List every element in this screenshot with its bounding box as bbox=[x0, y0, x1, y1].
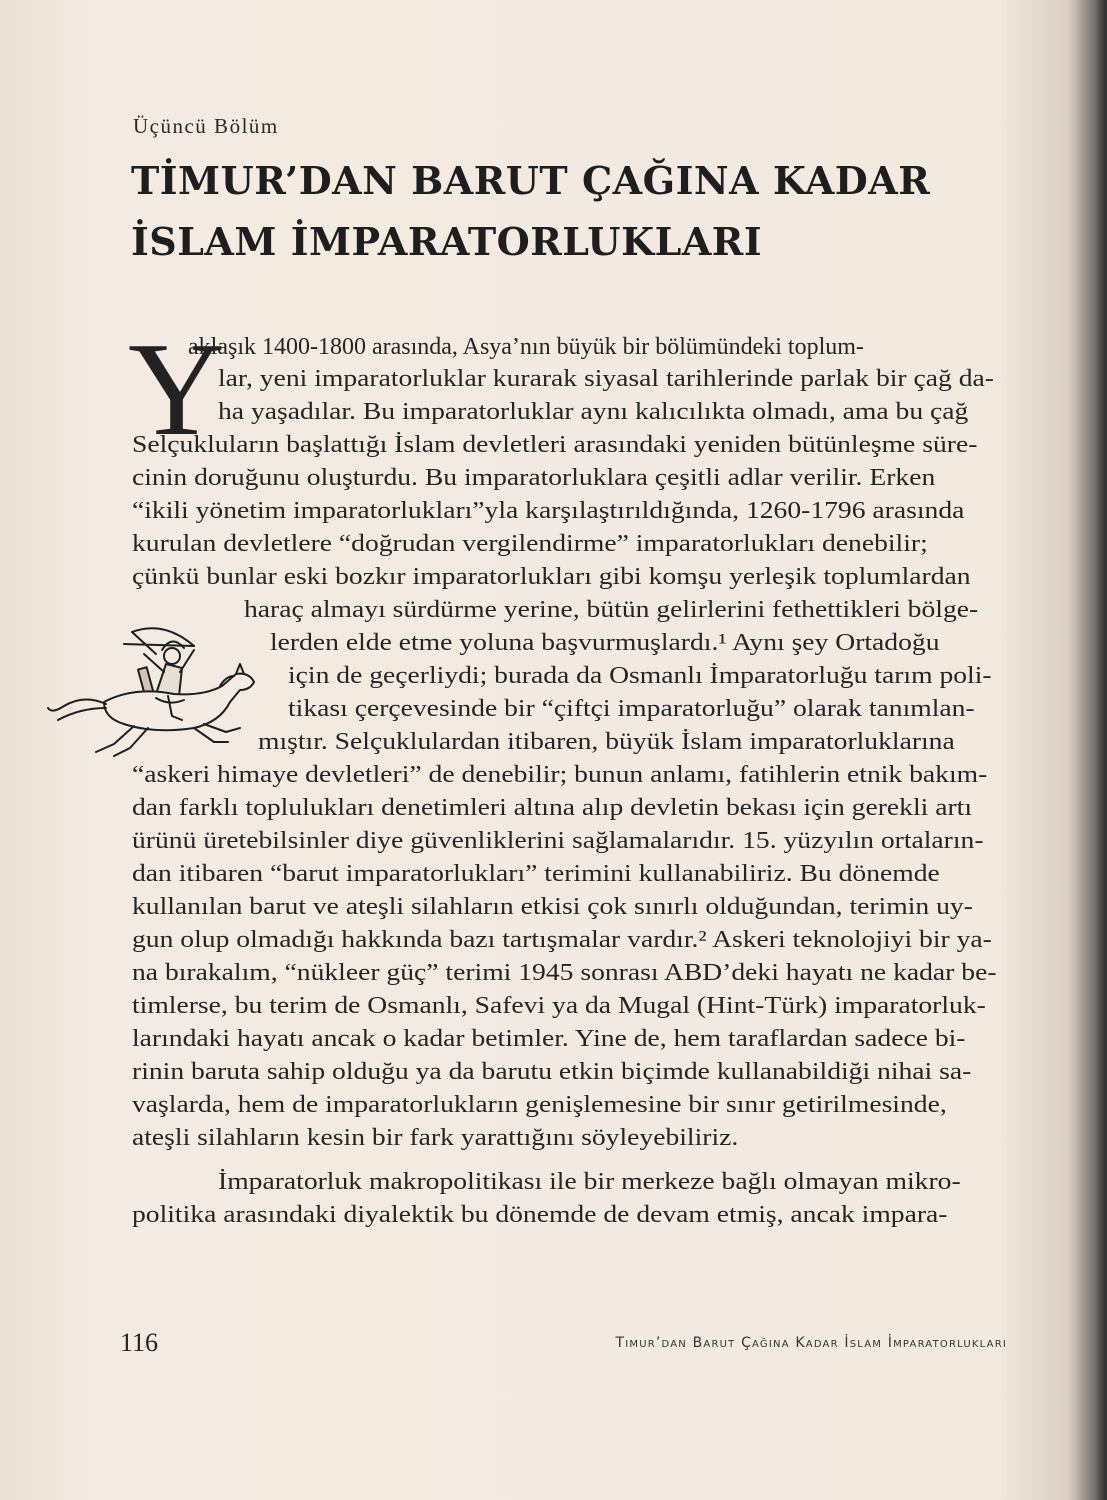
text-line: mıştır. Selçuklulardan itibaren, büyük İslam imparatorluklarına bbox=[258, 729, 955, 755]
drop-cap: Y bbox=[128, 315, 225, 463]
text-line: rinin baruta sahip olduğu ya da barutu etkin biçimde kullanabildiği nihai sa- bbox=[132, 1059, 972, 1085]
text-line: dan itibaren “barut imparatorlukları” terimini kullanabiliriz. Bu dönemde bbox=[132, 861, 940, 887]
chapter-label: Üçüncü Bölüm bbox=[133, 114, 279, 138]
chapter-title bbox=[131, 150, 951, 272]
text-line: çünkü bunlar eski bozkır imparatorlukları gibi komşu yerleşik toplumlardan bbox=[132, 564, 971, 590]
text-line: aklaşık 1400-1800 arasında, Asya’nın büyük bir bölümündeki toplum- bbox=[188, 334, 864, 360]
text-line: cinin doruğunu oluşturdu. Bu imparatorluklara çeşitli adlar verilir. Erken bbox=[132, 465, 936, 491]
text-line: ürünü üretebilsinler diye güvenliklerini sağlamalarıdır. 15. yüzyılın ortaların- bbox=[132, 828, 984, 854]
page-gutter-shadow bbox=[1067, 0, 1107, 1500]
text-line: gun olup olmadığı hakkında bazı tartışmalar vardır.² Askeri teknolojiyi bir ya- bbox=[132, 927, 992, 953]
text-line: vaşlarda, hem de imparatorlukların genişlemesine bir sınır getirilmesinde, bbox=[132, 1092, 947, 1118]
chapter-title-line: İSLAM İMPARATORLUKLARI bbox=[131, 219, 763, 264]
mounted-archer-illustration bbox=[44, 624, 259, 764]
text-line: Selçukluların başlattığı İslam devletleri arasındaki yeniden bütünleşme süre- bbox=[132, 432, 978, 458]
chapter-title-line: TİMUR’DAN BARUT ÇAĞINA KADAR bbox=[131, 158, 931, 203]
text-line: lerden elde etme yoluna başvurmuşlardı.¹ Aynı şey Ortadoğu bbox=[270, 630, 940, 656]
text-line: kullanılan barut ve ateşli silahların etkisi çok sınırlı olduğundan, terimin uy- bbox=[132, 894, 973, 920]
text-line: larındaki hayatı ancak o kadar betimler. Yine de, hem taraflardan sadece bi- bbox=[132, 1026, 966, 1052]
text-line: lar, yeni imparatorluklar kurarak siyasal tarihlerinde parlak bir çağ da- bbox=[218, 366, 994, 392]
running-head: Timur’dan Barut Çağına Kadar İslam İmparatorlukları bbox=[615, 1335, 1007, 1351]
text-line: İmparatorluk makropolitikası ile bir merkeze bağlı olmayan mikro- bbox=[218, 1169, 961, 1195]
text-line: “askeri himaye devletleri” de denebilir; bunun anlamı, fatihlerin etnik bakım- bbox=[132, 762, 988, 788]
text-line: haraç almayı sürdürme yerine, bütün gelirlerini fethettikleri bölge- bbox=[244, 597, 979, 623]
text-line: “ikili yönetim imparatorlukları”yla karşılaştırıldığında, 1260-1796 arasında bbox=[132, 498, 965, 524]
text-line: tikası çerçevesinde bir “çiftçi imparatorluğu” olarak tanımlan- bbox=[288, 696, 975, 722]
text-line: ha yaşadılar. Bu imparatorluklar aynı kalıcılıkta olmadı, ama bu çağ bbox=[218, 399, 969, 425]
text-line: timlerse, bu terim de Osmanlı, Safevi ya da Mugal (Hint-Türk) imparatorluk- bbox=[132, 993, 986, 1019]
page-number: 116 bbox=[120, 1328, 159, 1357]
text-line: politika arasındaki diyalektik bu dönemde de devam etmiş, ancak impara- bbox=[132, 1202, 948, 1228]
text-line: kurulan devletlere “doğrudan vergilendirme” imparatorlukları denebilir; bbox=[132, 531, 928, 557]
text-line: na bırakalım, “nükleer güç” terimi 1945 sonrası ABD’deki hayatı ne kadar be- bbox=[132, 960, 997, 986]
text-line: ateşli silahların kesin bir fark yarattığını söyleyebiliriz. bbox=[132, 1125, 739, 1151]
text-line: dan farklı toplulukları denetimleri altına alıp devletin bekası için gerekli artı bbox=[132, 795, 972, 821]
text-line: için de geçerliydi; burada da Osmanlı İmparatorluğu tarım poli- bbox=[288, 663, 992, 689]
